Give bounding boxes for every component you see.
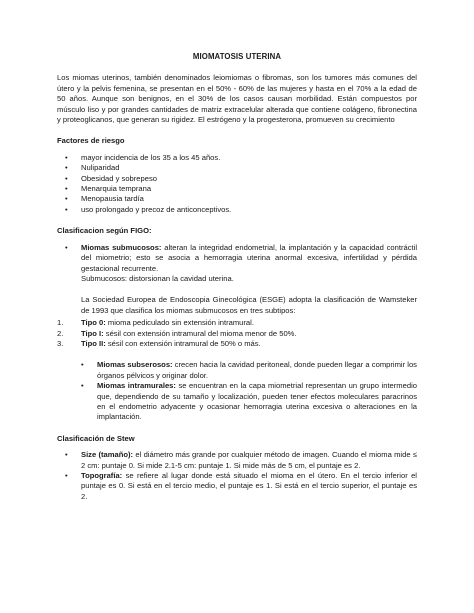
subserosos-text: crecen hacia la cavidad peritoneal, donde pueden llegar a comprimir los órganos pélvicos y originar dolor. xyxy=(97,360,417,380)
bullet-icon: • xyxy=(65,450,68,460)
list-item xyxy=(81,360,417,381)
stew-list xyxy=(57,450,417,502)
intramurales-label: Miomas intramurales: xyxy=(97,381,176,391)
list-number: 2. xyxy=(57,328,64,338)
tipo-text: sésil con extensión intramural del mioma menor de 50%. xyxy=(105,328,297,338)
tipo-label: Tipo II: xyxy=(81,338,106,348)
list-item xyxy=(65,450,417,471)
list-item: • Nuliparidad xyxy=(65,163,417,173)
list-item xyxy=(57,339,417,349)
tipos-list xyxy=(57,318,417,349)
topografia-text: se refiere al lugar donde está situado el mioma en el útero. En el tercio inferior el puntaje es 0. Si está en el tercio medio, el puntaje es 1. Si está en el tercio superior, el puntaje es 2. xyxy=(81,471,417,501)
list-item: • Obesidad y sobrepeso xyxy=(65,174,417,184)
figo-submucosos-block xyxy=(57,243,417,285)
bullet-icon: • xyxy=(81,360,84,370)
risk-list xyxy=(57,153,417,215)
bullet-icon: • xyxy=(81,381,84,391)
tipo-text: sésil con extensión intramural de 50% o más. xyxy=(107,338,261,348)
document-title: MIOMATOSIS UTERINA xyxy=(192,52,282,61)
tipo-label: Tipo I: xyxy=(81,328,104,338)
esge-paragraph: La Sociedad Europea de Endoscopia Ginecológica (ESGE) adopta la clasificación de Wamsteker de 1993 que clasifica los miomas submucosos en tres subtipos: xyxy=(81,295,417,315)
document-content xyxy=(57,52,417,502)
intro-paragraph: Los miomas uterinos, también denominados leiomiomas o fibromas, son los tumores más comunes del útero y la pelvis femenina, se presentan en el 50% - 60% de las mujeres y hasta en el 70% a la edad de 50 años. Aunque son benignos, en el 30% de los casos causan morbilidad. Están compuestos por músculo liso y por grandes cantidades de matriz extracelular alterada que contiene colágeno, fibronectina y proteoglicanos, que generan su rigidez. El estrógeno y la progesterona, promueven su crecimiento xyxy=(57,73,417,125)
list-item xyxy=(65,243,417,274)
submucosos-note-row xyxy=(65,274,417,284)
list-number: 1. xyxy=(57,318,64,328)
topografia-label: Topografía: xyxy=(81,471,123,480)
bullet-icon: • xyxy=(65,242,68,252)
list-number: 3. xyxy=(57,338,64,348)
list-item: • Menopausia tardía xyxy=(65,194,417,204)
submucosos-text: alteran la integridad endometrial, la implantación y la capacidad contráctil del miometrio; esto se asocia a hemorragia uterina anormal excesiva, infertilidad y pérdida gestacional recurrente. xyxy=(81,242,418,273)
list-item xyxy=(57,329,417,339)
list-item xyxy=(81,381,417,423)
tipo-label: Tipo 0: xyxy=(81,318,106,328)
submucosos-note: Submucosos: distorsionan la cavidad uterina. xyxy=(81,273,234,283)
stew-heading: Clasificación de Stew xyxy=(57,433,135,443)
other-myoma-list xyxy=(65,360,417,422)
list-item xyxy=(57,318,417,328)
risk-heading: Factores de riesgo xyxy=(57,136,125,146)
submucosos-label: Miomas submucosos: xyxy=(81,242,162,252)
tipo-text: mioma pediculado sin extensión intramural. xyxy=(107,318,254,328)
intramurales-text: se encuentran en la capa miometrial representan un grupo intermedio que, dependiendo de su tamaño y localización, pueden tener efectos moleculares paracrinos en el endometrio adyacente y ocasionar hemorragia uterina excesiva o alteraciones en la implantación. xyxy=(97,381,417,422)
list-item: • Menarquia temprana xyxy=(65,184,417,194)
list-item xyxy=(65,471,417,502)
size-label: Size (tamaño): xyxy=(81,450,134,460)
subserosos-label: Miomas subserosos: xyxy=(97,360,173,370)
bullet-icon: • xyxy=(65,471,68,480)
list-item: • uso prolongado y precoz de anticonceptivos. xyxy=(65,205,417,215)
list-item: • mayor incidencia de los 35 a los 45 años. xyxy=(65,153,417,163)
size-text: el diámetro más grande por cualquier método de imagen. Cuando el mioma mide ≤ 2 cm: puntaje 0. Si mide 2.1-5 cm: puntaje 1. Si mide más de 5 cm, el puntaje es 2. xyxy=(81,450,417,470)
figo-heading: Clasificacion según FIGO: xyxy=(57,226,152,236)
